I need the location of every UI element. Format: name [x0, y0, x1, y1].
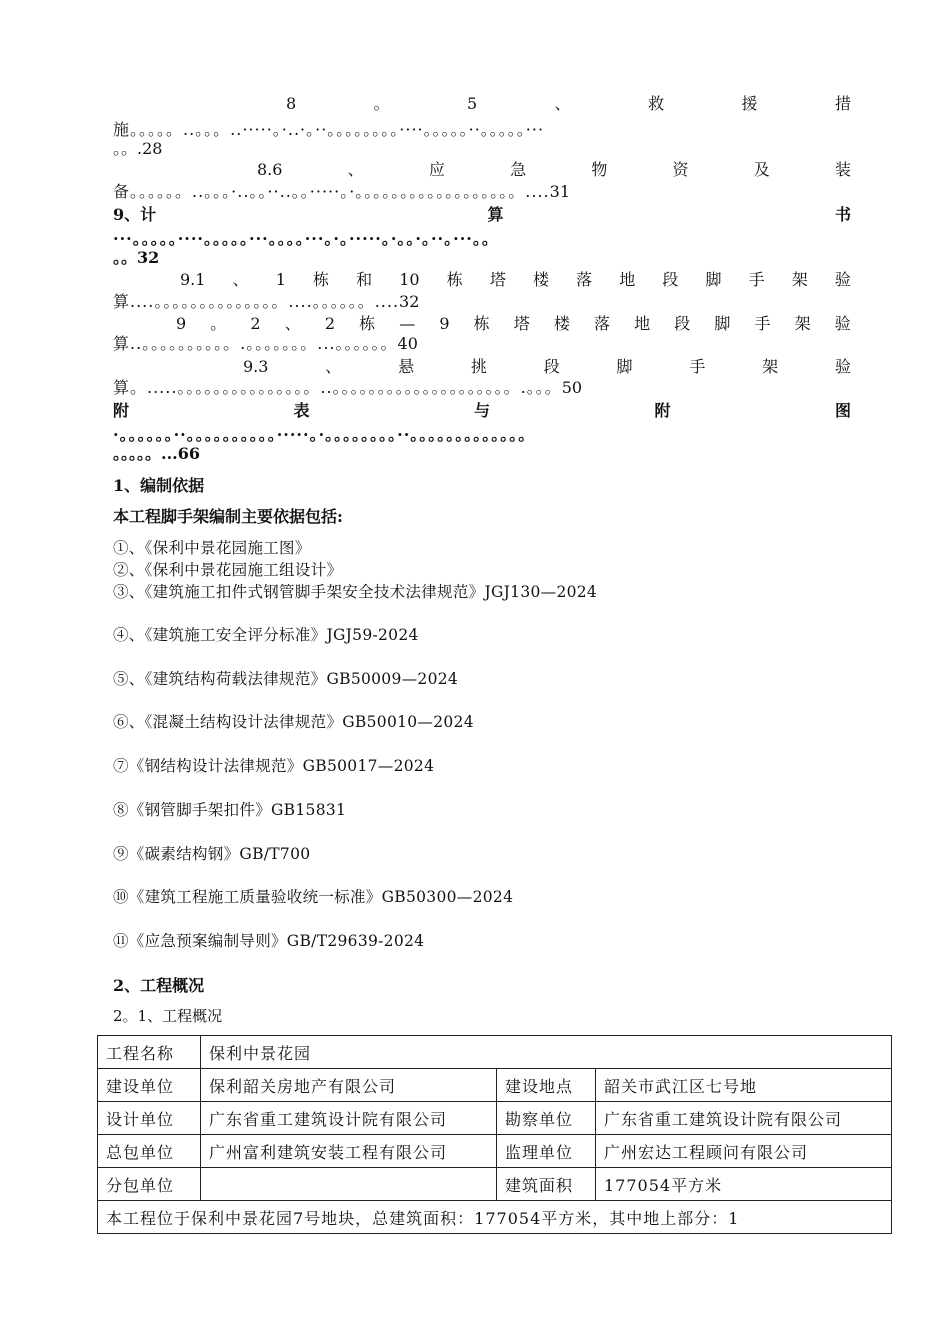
- table-row: [98, 1069, 892, 1102]
- toc-heading-part: 和: [356, 270, 373, 289]
- toc-heading-part: 悬: [398, 357, 415, 376]
- toc-heading-part: 架: [791, 270, 808, 289]
- reference-item: ⑤、《建筑结构荷载法律规范》GB50009—2024: [113, 670, 459, 688]
- toc-heading-part: 装: [834, 160, 851, 179]
- toc-heading-part: 栋: [446, 270, 463, 289]
- table-row: [98, 1168, 892, 1201]
- section-2-title: 2、工程概况: [113, 976, 205, 995]
- toc-heading-part: 塔: [513, 314, 530, 333]
- cell-owner: 保利韶关房地产有限公司: [201, 1069, 497, 1102]
- cell-supervisor: 广州宏达工程顾问有限公司: [596, 1135, 892, 1168]
- toc-heading-part: 附: [654, 401, 671, 420]
- toc-heading-part: 5: [467, 94, 478, 113]
- toc-appendix-leader: ·。。。。。。··。。。。。。。。。。·····。·。。。。。。。。··。。。。。。。。。。。。。: [113, 425, 536, 444]
- reference-item: ⑦《钢结构设计法律规范》GB50017—2024: [113, 757, 435, 775]
- table-row: [98, 1102, 892, 1135]
- toc-heading-part: 手: [689, 357, 706, 376]
- toc-item-9-1-dots: 算....。。。。。。。。。。。。。。....。。。。。。....: [113, 292, 400, 311]
- toc-heading-part: 救: [648, 94, 665, 113]
- section-1-intro: 本工程脚手架编制主要依据包括:: [113, 507, 343, 526]
- toc-heading-part: 图: [834, 401, 851, 420]
- table-row: [98, 1135, 892, 1168]
- toc-heading-part: 、: [325, 357, 342, 376]
- toc-heading-part: 脚: [616, 357, 633, 376]
- reference-item: ⑨《碳素结构钢》GB/T700: [113, 845, 311, 863]
- cell-designer: 广东省重工建筑设计院有限公司: [201, 1102, 497, 1135]
- toc-item-9-page: 。。32: [113, 248, 160, 267]
- toc-heading-part: 。: [373, 94, 390, 113]
- toc-heading-part: 楼: [553, 314, 570, 333]
- toc-heading-part: 表: [293, 401, 310, 420]
- toc-heading-part: 段: [662, 270, 679, 289]
- toc-heading-part: 地: [619, 270, 636, 289]
- cell-subcontractor: [201, 1168, 497, 1201]
- toc-heading-part: 算: [487, 205, 504, 224]
- toc-item-8-6-page: 31: [549, 182, 570, 201]
- toc-appendix-page: 。。。。。...66: [113, 444, 200, 463]
- toc-item-8-6-heading[interactable]: [257, 160, 851, 180]
- toc-heading-part: 。: [210, 314, 227, 333]
- toc-heading-part: 9.1: [180, 270, 206, 289]
- reference-item: ⑧《钢管脚手架扣件》GB15831: [113, 801, 347, 819]
- toc-heading-part: 楼: [532, 270, 549, 289]
- toc-heading-part: 、: [554, 94, 571, 113]
- cell-label-project-name: 工程名称: [98, 1036, 201, 1069]
- toc-heading-part: 10: [399, 270, 420, 289]
- toc-heading-part: 验: [834, 270, 851, 289]
- toc-heading-part: 栋: [312, 270, 329, 289]
- toc-item-8-5-heading[interactable]: [286, 94, 851, 114]
- reference-item: ③、《建筑施工扣件式钢管脚手架安全技术法律规范》JGJ130—2024: [113, 583, 598, 601]
- cell-area: 177054平方米: [596, 1168, 892, 1201]
- cell-survey: 广东省重工建筑设计院有限公司: [596, 1102, 892, 1135]
- toc-item-9-2-heading[interactable]: [176, 314, 851, 334]
- toc-item-9-2-dots: 算..。。。。。。。。。。.。。。。。。。...。。。。。。: [113, 334, 398, 353]
- cell-location: 韶关市武江区七号地: [596, 1069, 892, 1102]
- toc-heading-part: 与: [473, 401, 490, 420]
- toc-heading-part: 落: [594, 314, 611, 333]
- toc-appendix-heading[interactable]: [113, 401, 851, 421]
- toc-heading-part: 9: [439, 314, 450, 333]
- toc-item-9-3-dots: 算。.....。。。。。。。。。。。。。。。..。。。。。。。。。。。。。。。。。。。。.。。。: [113, 378, 562, 397]
- toc-item-9-1-page: 32: [399, 292, 420, 311]
- reference-item: ⑥、《混凝土结构设计法律规范》GB50010—2024: [113, 713, 474, 731]
- cell-label-subcontractor: 分包单位: [98, 1168, 201, 1201]
- toc-heading-part: 9.3: [243, 357, 269, 376]
- toc-heading-part: 2: [250, 314, 261, 333]
- project-info-table: [97, 1035, 892, 1234]
- table-row: [98, 1036, 892, 1069]
- section-2-subtitle: 2。1、工程概况: [113, 1007, 223, 1025]
- toc-heading-part: 资: [672, 160, 689, 179]
- table-row: [98, 1201, 892, 1234]
- toc-heading-part: 、: [347, 160, 364, 179]
- toc-heading-part: 及: [753, 160, 770, 179]
- cell-label-supervisor: 监理单位: [497, 1135, 596, 1168]
- toc-item-8-5-page: 。。.28: [113, 139, 163, 158]
- toc-heading-part: 2: [324, 314, 336, 333]
- toc-heading-part: 落: [576, 270, 593, 289]
- toc-heading-part: —: [399, 314, 416, 333]
- toc-item-9-2-page: 40: [397, 334, 418, 353]
- cell-contractor: 广州富利建筑安装工程有限公司: [201, 1135, 497, 1168]
- toc-heading-part: 8: [286, 94, 297, 113]
- toc-item-9-2-leader: [113, 334, 851, 354]
- toc-item-8-5-leader: 施。。。。。..。。。..·····。·..·。··。。。。。。。。····。。。。。··。。。。。···: [113, 120, 545, 139]
- toc-heading-part: 附: [113, 401, 130, 420]
- toc-heading-part: 架: [762, 357, 779, 376]
- toc-heading-part: 架: [794, 314, 811, 333]
- toc-heading-part: 脚: [705, 270, 722, 289]
- toc-heading-part: 、: [284, 314, 301, 333]
- toc-item-9-3-leader: [113, 378, 851, 398]
- toc-item-9-1-leader: [113, 292, 851, 312]
- toc-heading-part: 应: [428, 160, 445, 179]
- cell-label-survey: 勘察单位: [497, 1102, 596, 1135]
- toc-heading-part: 手: [748, 270, 765, 289]
- toc-heading-part: 栋: [473, 314, 490, 333]
- toc-item-9-1-heading[interactable]: [180, 270, 851, 290]
- cell-label-designer: 设计单位: [98, 1102, 201, 1135]
- toc-item-9-3-heading[interactable]: [243, 357, 851, 377]
- toc-heading-part: 段: [674, 314, 691, 333]
- toc-heading-part: 段: [543, 357, 560, 376]
- cell-label-location: 建设地点: [497, 1069, 596, 1102]
- toc-heading-part: 急: [510, 160, 527, 179]
- toc-item-9-leader: ···。。。。。····。。。。。···。。。。···。·。·····。·。。·。··。···。。: [113, 229, 499, 248]
- toc-item-9-3-page: 50: [561, 378, 583, 397]
- cell-label-area: 建筑面积: [497, 1168, 596, 1201]
- cell-label-owner: 建设单位: [98, 1069, 201, 1102]
- toc-heading-part: 援: [741, 94, 758, 113]
- reference-item: ②、《保利中景花园施工组设计》: [113, 561, 343, 579]
- toc-heading-part: 验: [834, 314, 851, 333]
- toc-heading-part: 9: [176, 314, 187, 333]
- toc-heading-part: 挑: [470, 357, 487, 376]
- reference-item: ①、《保利中景花园施工图》: [113, 539, 311, 557]
- toc-item-8-6-dots: 备。。。。。。..。。。·..。。··..。。·····。·。。。。。。。。。。。。。。。。。。....: [113, 182, 550, 201]
- cell-project-note: 本工程位于保利中景花园7号地块，总建筑面积：177054平方米，其中地上部分：1: [98, 1201, 892, 1234]
- toc-heading-part: 栋: [359, 314, 376, 333]
- toc-item-9-heading[interactable]: [113, 205, 851, 225]
- section-1-title: 1、编制依据: [113, 476, 205, 495]
- toc-heading-part: 8.6: [257, 160, 283, 179]
- toc-heading-part: 措: [834, 94, 851, 113]
- toc-heading-part: 物: [591, 160, 608, 179]
- toc-heading-part: 地: [634, 314, 651, 333]
- toc-heading-part: 1: [275, 270, 286, 289]
- reference-item: ⑪《应急预案编制导则》GB/T29639-2024: [113, 932, 425, 950]
- toc-heading-part: 书: [834, 205, 851, 224]
- toc-item-8-6-leader: [113, 182, 851, 202]
- toc-heading-part: 塔: [489, 270, 506, 289]
- reference-item: ④、《建筑施工安全评分标准》JGJ59-2024: [113, 626, 419, 644]
- cell-project-name: 保利中景花园: [201, 1036, 892, 1069]
- cell-label-contractor: 总包单位: [98, 1135, 201, 1168]
- toc-heading-part: 脚: [714, 314, 731, 333]
- toc-heading-part: 验: [834, 357, 851, 376]
- toc-heading-part: 9、计: [113, 205, 157, 224]
- reference-item: ⑩《建筑工程施工质量验收统一标准》GB50300—2024: [113, 888, 514, 906]
- toc-heading-part: 、: [232, 270, 249, 289]
- toc-heading-part: 手: [754, 314, 771, 333]
